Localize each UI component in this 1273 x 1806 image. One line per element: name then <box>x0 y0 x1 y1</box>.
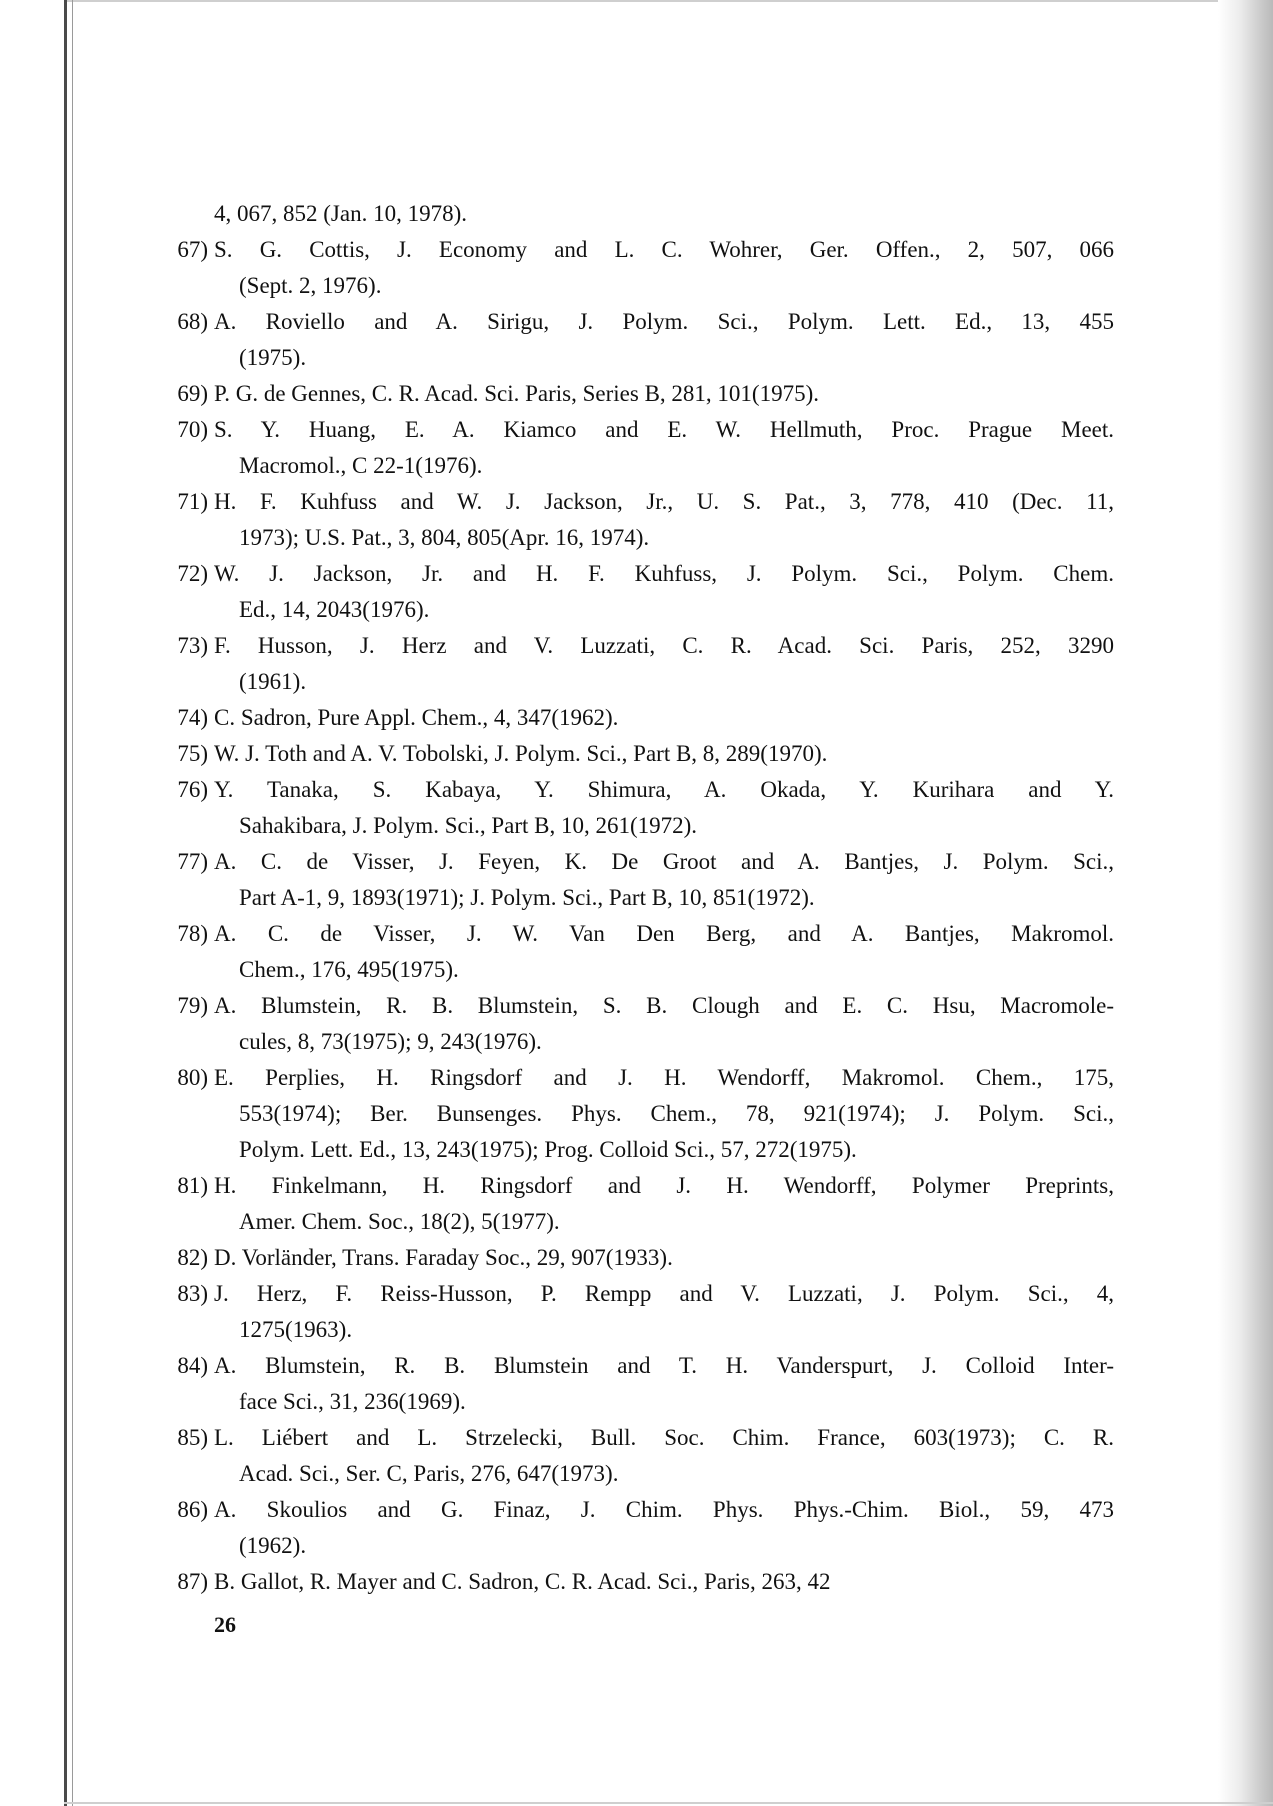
reference-line: A. Roviello and A. Sirigu, J. Polym. Sci., Polym. Lett. Ed., 13, 455 <box>214 309 1114 334</box>
reference-line: H. F. Kuhfuss and W. J. Jackson, Jr., U. S. Pat., 3, 778, 410 (Dec. 11, <box>214 489 1114 514</box>
reference-number: 72) <box>177 561 208 586</box>
reference-line: Sahakibara, J. Polym. Sci., Part B, 10, 261(1972). <box>239 813 698 838</box>
reference-text <box>214 304 1114 376</box>
reference-line: (1961). <box>239 669 307 694</box>
reference-number: 86) <box>177 1497 208 1522</box>
reference-text <box>214 376 1114 412</box>
reference-entry <box>177 1240 1114 1276</box>
reference-entry <box>214 196 1114 232</box>
reference-text <box>214 1276 1114 1348</box>
reference-number: 82) <box>177 1245 208 1270</box>
reference-line: (Sept. 2, 1976). <box>239 273 382 298</box>
reference-line: Ed., 14, 2043(1976). <box>239 597 430 622</box>
reference-entry <box>177 1060 1114 1168</box>
reference-line: Chem., 176, 495(1975). <box>239 957 459 982</box>
reference-entry <box>177 700 1114 736</box>
reference-entry <box>177 772 1114 844</box>
reference-text <box>214 1492 1114 1564</box>
reference-line: P. G. de Gennes, C. R. Acad. Sci. Paris, Series B, 281, 101(1975). <box>214 381 819 406</box>
reference-line: 1275(1963). <box>239 1317 353 1342</box>
reference-number: 69) <box>177 381 208 406</box>
reference-entry <box>177 1420 1114 1492</box>
reference-line: (1962). <box>239 1533 307 1558</box>
reference-entry <box>177 736 1114 772</box>
reference-text <box>214 1564 1114 1600</box>
reference-text <box>214 628 1114 700</box>
reference-number: 81) <box>177 1173 208 1198</box>
reference-entry <box>177 232 1114 304</box>
reference-number: 74) <box>177 705 208 730</box>
reference-line: B. Gallot, R. Mayer and C. Sadron, C. R. Acad. Sci., Paris, 263, 42 <box>214 1569 831 1594</box>
reference-number: 70) <box>177 417 208 442</box>
reference-line: H. Finkelmann, H. Ringsdorf and J. H. Wendorff, Polymer Preprints, <box>214 1173 1114 1198</box>
reference-entry <box>177 1348 1114 1420</box>
reference-line: J. Herz, F. Reiss-Husson, P. Rempp and V. Luzzati, J. Polym. Sci., 4, <box>214 1281 1114 1306</box>
reference-line: 1973); U.S. Pat., 3, 804, 805(Apr. 16, 1974). <box>239 525 650 550</box>
reference-entry <box>177 412 1114 484</box>
reference-line: D. Vorländer, Trans. Faraday Soc., 29, 907(1933). <box>214 1245 673 1270</box>
reference-text <box>214 196 1114 232</box>
reference-line: Macromol., C 22-1(1976). <box>239 453 483 478</box>
reference-entry <box>177 1168 1114 1240</box>
reference-line: Polym. Lett. Ed., 13, 243(1975); Prog. Colloid Sci., 57, 272(1975). <box>239 1137 857 1162</box>
reference-line: A. Blumstein, R. B. Blumstein and T. H. Vanderspurt, J. Colloid Inter- <box>214 1353 1114 1378</box>
reference-entry <box>177 376 1114 412</box>
reference-entry <box>177 916 1114 988</box>
reference-number: 67) <box>177 237 208 262</box>
reference-number: 73) <box>177 633 208 658</box>
reference-entry <box>177 556 1114 628</box>
reference-line: W. J. Toth and A. V. Tobolski, J. Polym. Sci., Part B, 8, 289(1970). <box>214 741 828 766</box>
reference-line: Part A-1, 9, 1893(1971); J. Polym. Sci., Part B, 10, 851(1972). <box>239 885 815 910</box>
reference-text <box>214 412 1114 484</box>
reference-entry <box>177 628 1114 700</box>
reference-text <box>214 916 1114 988</box>
reference-text <box>214 988 1114 1060</box>
reference-line: A. C. de Visser, J. W. Van Den Berg, and A. Bantjes, Makromol. <box>214 921 1114 946</box>
reference-line: Amer. Chem. Soc., 18(2), 5(1977). <box>239 1209 560 1234</box>
reference-entry <box>177 988 1114 1060</box>
reference-entry <box>177 484 1114 556</box>
book-spine-inner-line <box>72 0 73 1806</box>
page-top-edge <box>64 0 1273 2</box>
reference-text <box>214 1348 1114 1420</box>
reference-line: cules, 8, 73(1975); 9, 243(1976). <box>239 1029 542 1054</box>
reference-line: A. Blumstein, R. B. Blumstein, S. B. Clough and E. C. Hsu, Macromole- <box>214 993 1114 1018</box>
reference-line: 4, 067, 852 (Jan. 10, 1978). <box>214 201 467 226</box>
page-gutter-shadow <box>1218 0 1273 1806</box>
reference-line: C. Sadron, Pure Appl. Chem., 4, 347(1962). <box>214 705 619 730</box>
reference-number: 79) <box>177 993 208 1018</box>
reference-number: 84) <box>177 1353 208 1378</box>
reference-line: A. Skoulios and G. Finaz, J. Chim. Phys. Phys.-Chim. Biol., 59, 473 <box>214 1497 1114 1522</box>
reference-line: Acad. Sci., Ser. C, Paris, 276, 647(1973). <box>239 1461 619 1486</box>
reference-line: Y. Tanaka, S. Kabaya, Y. Shimura, A. Okada, Y. Kurihara and Y. <box>214 777 1114 802</box>
reference-number: 76) <box>177 777 208 802</box>
reference-line: S. G. Cottis, J. Economy and L. C. Wohrer, Ger. Offen., 2, 507, 066 <box>214 237 1114 262</box>
reference-line: A. C. de Visser, J. Feyen, K. De Groot and A. Bantjes, J. Polym. Sci., <box>214 849 1114 874</box>
reference-number: 83) <box>177 1281 208 1306</box>
reference-text <box>214 1420 1114 1492</box>
reference-number: 77) <box>177 849 208 874</box>
reference-line: face Sci., 31, 236(1969). <box>239 1389 466 1414</box>
reference-line: F. Husson, J. Herz and V. Luzzati, C. R. Acad. Sci. Paris, 252, 3290 <box>214 633 1114 658</box>
reference-line: L. Liébert and L. Strzelecki, Bull. Soc. Chim. France, 603(1973); C. R. <box>214 1425 1114 1450</box>
reference-text <box>214 700 1114 736</box>
reference-text <box>214 1240 1114 1276</box>
reference-number: 85) <box>177 1425 208 1450</box>
reference-text <box>214 232 1114 304</box>
reference-line: (1975). <box>239 345 307 370</box>
reference-entry <box>177 1276 1114 1348</box>
page-number: 26 <box>214 1612 236 1637</box>
book-spine-line <box>64 0 67 1806</box>
reference-number: 80) <box>177 1065 208 1090</box>
reference-text <box>214 1060 1114 1168</box>
reference-text <box>214 772 1114 844</box>
reference-number: 68) <box>177 309 208 334</box>
reference-line: S. Y. Huang, E. A. Kiamco and E. W. Hellmuth, Proc. Prague Meet. <box>214 417 1114 442</box>
reference-text <box>214 484 1114 556</box>
reference-list <box>177 196 1114 1600</box>
page-bottom-edge <box>64 1802 1273 1804</box>
reference-entry <box>177 1492 1114 1564</box>
reference-line: 553(1974); Ber. Bunsenges. Phys. Chem., 78, 921(1974); J. Polym. Sci., <box>239 1101 1114 1126</box>
reference-text <box>214 736 1114 772</box>
reference-number: 87) <box>177 1569 208 1594</box>
reference-number: 78) <box>177 921 208 946</box>
reference-line: E. Perplies, H. Ringsdorf and J. H. Wendorff, Makromol. Chem., 175, <box>214 1065 1114 1090</box>
reference-number: 71) <box>177 489 208 514</box>
reference-text <box>214 844 1114 916</box>
reference-entry <box>177 304 1114 376</box>
reference-entry <box>177 1564 1114 1600</box>
reference-number: 75) <box>177 741 208 766</box>
reference-text <box>214 556 1114 628</box>
reference-entry <box>177 844 1114 916</box>
reference-line: W. J. Jackson, Jr. and H. F. Kuhfuss, J. Polym. Sci., Polym. Chem. <box>214 561 1114 586</box>
reference-text <box>214 1168 1114 1240</box>
